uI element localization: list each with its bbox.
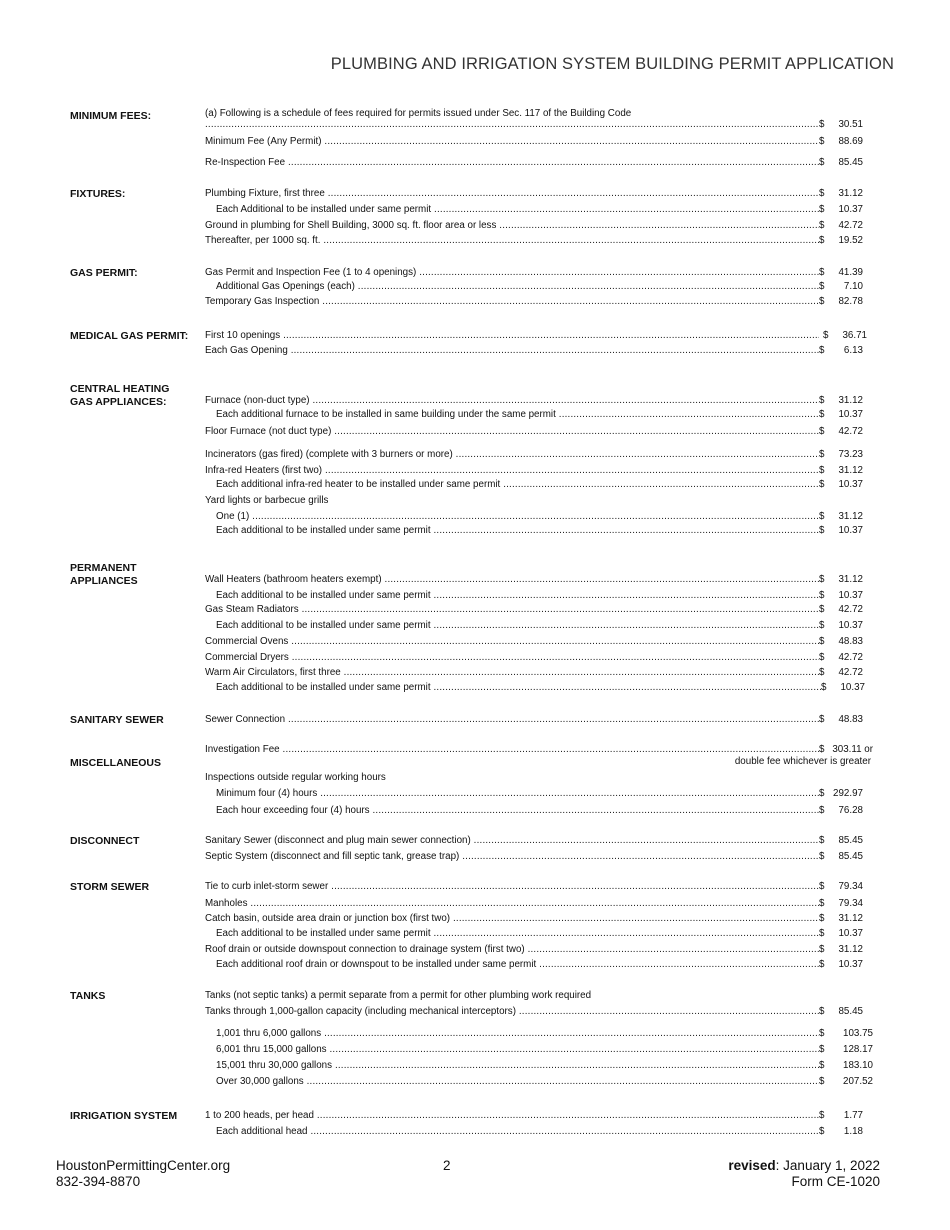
fee-label: Tanks through 1,000-gallon capacity (including mechanical interceptors) .....	[205, 1005, 819, 1019]
footer-website[interactable]: HoustonPermittingCenter.org	[56, 1158, 231, 1173]
fee-label: Commercial Ovens .....	[205, 635, 819, 649]
fee-amount: 10.37	[838, 590, 863, 601]
footer-revision	[728, 1158, 880, 1190]
fee-row: 6,001 thru 15,000 gallons ..... $ 128.17	[205, 1043, 871, 1057]
fee-label: Tie to curb inlet-storm sewer .....	[205, 880, 819, 894]
fee-amount: 10.37	[838, 620, 863, 631]
fee-amount: 42.72	[838, 426, 863, 437]
fee-row: Furnace (non-duct type) ..... $ 31.12	[205, 394, 871, 408]
fee-row: Investigation Fee ..... $ 303.11 or	[205, 743, 871, 757]
fee-amount: 183.10	[843, 1060, 873, 1071]
fee-label: Each additional roof drain or downspout to be installed under same permit .....	[205, 958, 819, 972]
fee-amount: 10.37	[838, 525, 863, 536]
fee-amount: 10.37	[838, 928, 863, 939]
fee-amount: 85.45	[838, 1006, 863, 1017]
fee-amount: 82.78	[838, 296, 863, 307]
section-label-storm-sewer: STORM SEWER	[70, 881, 150, 893]
fee-row: Commercial Ovens ..... $ 48.83	[205, 635, 871, 649]
fee-label: Each additional to be installed under same permit .....	[205, 589, 819, 603]
section-label-gas-permit: GAS PERMIT:	[70, 267, 138, 279]
fee-amount: 42.72	[838, 667, 863, 678]
fee-amount: 1.77	[843, 1110, 863, 1121]
fee-amount: 31.12	[838, 395, 863, 406]
investigation-note: double fee whichever is greater	[734, 756, 871, 767]
fee-label: Investigation Fee .....	[205, 743, 819, 757]
fee-label: Commercial Dryers .....	[205, 651, 819, 665]
footer-contact	[56, 1158, 230, 1190]
fee-amount: 48.83	[838, 636, 863, 647]
fee-row: Each hour exceeding four (4) hours ..... $ 76.28	[205, 804, 871, 818]
fee-row: Minimum four (4) hours ..... $ 292.97	[205, 787, 871, 801]
fee-amount: 31.12	[838, 574, 863, 585]
fee-amount: 73.23	[838, 449, 863, 460]
outside-hours-heading: Inspections outside regular working hours	[205, 772, 386, 783]
fee-amount: 42.72	[838, 604, 863, 615]
page-title: PLUMBING AND IRRIGATION SYSTEM BUILDING PERMIT APPLICATION	[330, 55, 894, 73]
fee-row: Warm Air Circulators, first three ..... $ 42.72	[205, 666, 871, 680]
fee-label: Catch basin, outside area drain or junction box (first two) .....	[205, 912, 819, 926]
fee-amount: 36.71	[842, 330, 867, 341]
fee-label: Re-Inspection Fee .....	[205, 156, 819, 170]
fee-amount: 292.97	[833, 788, 863, 799]
section-label-medical-gas: MEDICAL GAS PERMIT:	[70, 330, 189, 342]
fee-label: 1 to 200 heads, per head .....	[205, 1109, 819, 1123]
fee-amount: 103.75	[843, 1028, 873, 1039]
fee-label: Over 30,000 gallons .....	[205, 1075, 819, 1089]
fee-row: Manholes ..... $ 79.34	[205, 897, 871, 911]
fee-label: Minimum four (4) hours .....	[205, 787, 819, 801]
fee-amount: 31.12	[838, 944, 863, 955]
fee-amount: 207.52	[843, 1076, 873, 1087]
fee-label: Each additional head .....	[205, 1125, 819, 1139]
fee-label: Manholes .....	[205, 897, 819, 911]
fee-amount: 79.34	[838, 881, 863, 892]
fee-row: Tie to curb inlet-storm sewer ..... $ 79.34	[205, 880, 871, 894]
fee-label: One (1) .....	[205, 510, 819, 524]
fee-amount: 88.69	[838, 136, 863, 147]
fee-amount: 10.37	[838, 479, 863, 490]
section-label-disconnect: DISCONNECT	[70, 835, 140, 847]
fee-row: Sanitary Sewer (disconnect and plug main sewer connection) ..... $ 85.45	[205, 834, 871, 848]
fee-row: One (1) ..... $ 31.12	[205, 510, 871, 524]
fee-row: Tanks through 1,000-gallon capacity (including mechanical interceptors) ..... $ 85.45	[205, 1005, 871, 1019]
fee-label: Plumbing Fixture, first three .....	[205, 187, 819, 201]
fee-label: Each additional to be installed under same permit .....	[205, 619, 819, 633]
fee-label: Thereafter, per 1000 sq. ft. .....	[205, 234, 819, 248]
fee-label: Warm Air Circulators, first three .....	[205, 666, 819, 680]
fee-row: Commercial Dryers ..... $ 42.72	[205, 651, 871, 665]
fee-label: Gas Steam Radiators .....	[205, 603, 819, 617]
fee-amount: 31.12	[838, 913, 863, 924]
fee-row: Each additional furnace to be installed in same building under the same permit ..... $ 10.37	[205, 408, 871, 422]
fee-label: Gas Permit and Inspection Fee (1 to 4 openings) .....	[205, 266, 819, 280]
fee-row: Floor Furnace (not duct type) ..... $ 42.72	[205, 425, 871, 439]
revised-label: revised	[728, 1158, 776, 1173]
fee-row: Each additional to be installed under same permit ..... $ 10.37	[205, 681, 873, 695]
fee-label: Roof drain or outside downspout connection to drainage system (first two) .....	[205, 943, 819, 957]
fee-row: Sewer Connection ..... $ 48.83	[205, 713, 871, 727]
fee-amount: 30.51	[838, 119, 863, 130]
fee-row: Infra-red Heaters (first two) ..... $ 31.12	[205, 464, 871, 478]
fee-amount: 128.17	[843, 1044, 873, 1055]
fee-label: Each additional furnace to be installed in same building under the same permit .....	[205, 408, 819, 422]
fee-amount: 31.12	[838, 511, 863, 522]
fee-label: Minimum Fee (Any Permit) .....	[205, 135, 819, 149]
section-label-permanent-appliances: PERMANENT APPLIANCES	[70, 562, 138, 587]
currency: $	[819, 119, 825, 130]
fee-row: Re-Inspection Fee ..... $ 85.45	[205, 156, 871, 170]
fee-amount: 79.34	[838, 898, 863, 909]
fee-row: Each additional to be installed under same permit ..... $ 10.37	[205, 589, 871, 603]
minimum-fees-intro: (a) Following is a schedule of fees required for permits issued under Sec. 117 of the Building Code	[205, 108, 632, 119]
fee-amount: 10.37	[838, 204, 863, 215]
tanks-heading: Tanks (not septic tanks) a permit separate from a permit for other plumbing work required	[205, 990, 592, 1001]
fee-label: Each Additional to be installed under same permit .....	[205, 203, 819, 217]
fee-label: 6,001 thru 15,000 gallons .....	[205, 1043, 819, 1057]
fee-row: Incinerators (gas fired) (complete with 3 burners or more) ..... $ 73.23	[205, 448, 871, 462]
fee-row: Gas Permit and Inspection Fee (1 to 4 openings) ..... $ 41.39	[205, 266, 871, 280]
page-number: 2	[443, 1158, 451, 1173]
fee-row: Each Gas Opening ..... $ 6.13	[205, 344, 871, 358]
fee-amount: 85.45	[838, 157, 863, 168]
fee-label: Each additional to be installed under same permit .....	[205, 681, 821, 695]
fee-label: Floor Furnace (not duct type) .....	[205, 425, 819, 439]
section-label-irrigation: IRRIGATION SYSTEM	[70, 1110, 178, 1122]
fee-row: Each additional to be installed under same permit ..... $ 10.37	[205, 927, 871, 941]
fee-label: Each Gas Opening .....	[205, 344, 819, 358]
fee-label: Sewer Connection .....	[205, 713, 819, 727]
fee-row: Additional Gas Openings (each) ..... $ 7.10	[205, 280, 871, 294]
section-label-minimum-fees: MINIMUM FEES:	[70, 110, 152, 122]
fee-label: Ground in plumbing for Shell Building, 3000 sq. ft. floor area or less .....	[205, 219, 819, 233]
fee-amount: 1.18	[843, 1126, 863, 1137]
fee-amount: 41.39	[838, 267, 863, 278]
fee-row: Roof drain or outside downspout connection to drainage system (first two) ..... $ 31.12	[205, 943, 871, 957]
fee-amount: 85.45	[838, 835, 863, 846]
fee-row: 15,001 thru 30,000 gallons ..... $ 183.10	[205, 1059, 871, 1073]
fee-row: Each Additional to be installed under same permit ..... $ 10.37	[205, 203, 871, 217]
fee-row: 1 to 200 heads, per head ..... $ 1.77	[205, 1109, 871, 1123]
fee-amount: 76.28	[838, 805, 863, 816]
yard-lights-heading: Yard lights or barbecue grills	[205, 495, 329, 506]
fee-label: Each hour exceeding four (4) hours .....	[205, 804, 819, 818]
section-label-fixtures: FIXTURES:	[70, 188, 126, 200]
fee-label: Each additional to be installed under same permit .....	[205, 524, 819, 538]
fee-amount: 10.37	[838, 959, 863, 970]
fee-label: Each additional infra-red heater to be installed under same permit .....	[205, 478, 819, 492]
form-number: Form CE-1020	[791, 1174, 880, 1189]
section-label-central-heating: CENTRAL HEATING GAS APPLIANCES:	[70, 383, 170, 408]
fee-amount: 6.13	[843, 345, 863, 356]
fee-label: Septic System (disconnect and fill septic tank, grease trap) .....	[205, 850, 819, 864]
fee-row: Gas Steam Radiators ..... $ 42.72	[205, 603, 871, 617]
fee-amount: 19.52	[838, 235, 863, 246]
section-label-sanitary-sewer: SANITARY SEWER	[70, 714, 164, 726]
fee-row: Ground in plumbing for Shell Building, 3000 sq. ft. floor area or less ..... $ 42.72	[205, 219, 871, 233]
fee-label: Incinerators (gas fired) (complete with 3 burners or more) .....	[205, 448, 819, 462]
fee-label: Infra-red Heaters (first two) .....	[205, 464, 819, 478]
fee-row: Each additional infra-red heater to be installed under same permit ..... $ 10.37	[205, 478, 871, 492]
fee-label: Additional Gas Openings (each) .....	[205, 280, 819, 294]
fee-row: First 10 openings ..... $ 36.71	[205, 329, 871, 343]
fee-amount: 42.72	[838, 220, 863, 231]
section-label-miscellaneous: MISCELLANEOUS	[70, 757, 162, 769]
fee-amount: 10.37	[838, 409, 863, 420]
fee-row: Plumbing Fixture, first three ..... $ 31.12	[205, 187, 871, 201]
fee-row: Catch basin, outside area drain or junction box (first two) ..... $ 31.12	[205, 912, 871, 926]
fee-amount: 7.10	[843, 281, 863, 292]
fee-label: Each additional to be installed under same permit .....	[205, 927, 819, 941]
fee-label: Sanitary Sewer (disconnect and plug main sewer connection) .....	[205, 834, 819, 848]
fee-row: Wall Heaters (bathroom heaters exempt) ..... $ 31.12	[205, 573, 871, 587]
fee-row: 1,001 thru 6,000 gallons ..... $ 103.75	[205, 1027, 871, 1041]
fee-amount: 31.12	[838, 188, 863, 199]
fee-amount: 42.72	[838, 652, 863, 663]
fee-row: Each additional head ..... $ 1.18	[205, 1125, 871, 1139]
fee-amount: 10.37	[840, 682, 865, 693]
fee-row: Thereafter, per 1000 sq. ft. ..... $ 19.52	[205, 234, 871, 248]
fee-row: Each additional to be installed under same permit ..... $ 10.37	[205, 619, 871, 633]
fee-row	[205, 118, 871, 132]
fee-row: Each additional to be installed under same permit ..... $ 10.37	[205, 524, 871, 538]
fee-row: Temporary Gas Inspection ..... $ 82.78	[205, 295, 871, 309]
fee-label: Furnace (non-duct type) .....	[205, 394, 819, 408]
fee-row: Over 30,000 gallons ..... $ 207.52	[205, 1075, 871, 1089]
fee-label: Temporary Gas Inspection .....	[205, 295, 819, 309]
fee-label: Wall Heaters (bathroom heaters exempt) .....	[205, 573, 819, 587]
fee-label: 1,001 thru 6,000 gallons .....	[205, 1027, 819, 1041]
revised-date: : January 1, 2022	[775, 1158, 880, 1173]
fee-row: Minimum Fee (Any Permit) ..... $ 88.69	[205, 135, 871, 149]
fee-label: 15,001 thru 30,000 gallons .....	[205, 1059, 819, 1073]
fee-row: Septic System (disconnect and fill septic tank, grease trap) ..... $ 85.45	[205, 850, 871, 864]
footer-phone: 832-394-8870	[56, 1174, 141, 1189]
fee-amount: 48.83	[838, 714, 863, 725]
fee-label: First 10 openings .....	[205, 329, 819, 343]
fee-amount: 303.11 or	[832, 744, 873, 755]
fee-row: Each additional roof drain or downspout to be installed under same permit ..... $ 10.37	[205, 958, 871, 972]
fee-amount: 85.45	[838, 851, 863, 862]
section-label-tanks: TANKS	[70, 990, 106, 1002]
fee-amount: 31.12	[838, 465, 863, 476]
